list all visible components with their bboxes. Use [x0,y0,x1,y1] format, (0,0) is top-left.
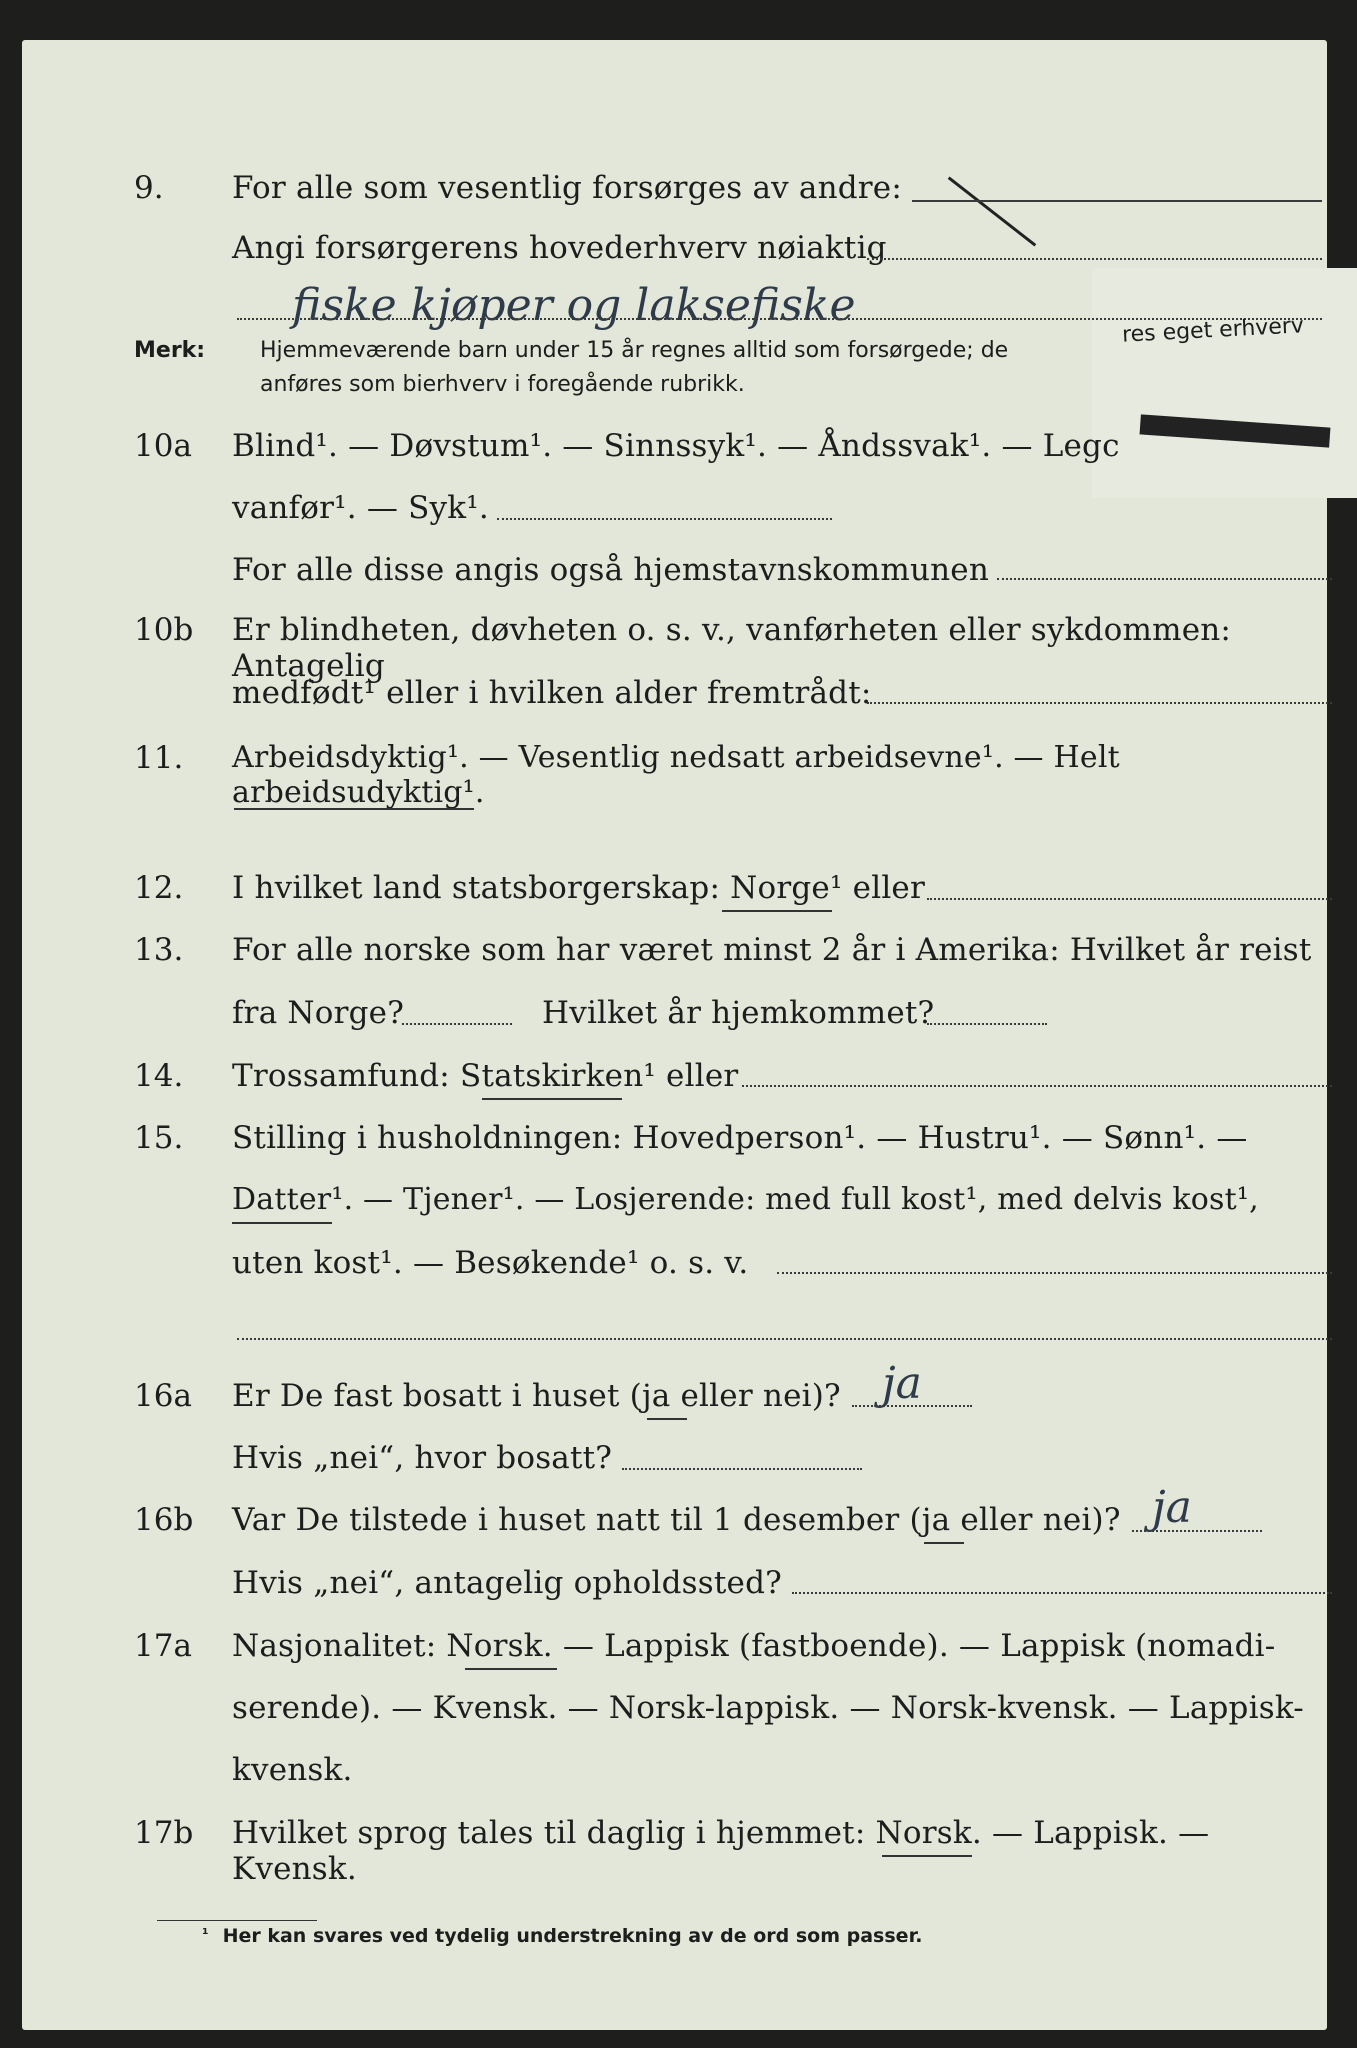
note-line-2: anføres som bierhverv i foregående rubrikk. [260,372,745,397]
question-number-16b: 16b [134,1502,194,1538]
question-11-pen-mark [234,808,474,810]
question-16a-line-1: Er De fast bosatt i huset (ja eller nei)? [232,1378,841,1414]
footnote-rule [157,1920,317,1921]
question-14-text: Trossamfund: Statskirken¹ eller [232,1058,739,1094]
question-10a-line-2: vanfør¹. — Syk¹. [232,490,489,526]
question-15-underline-datter [232,1222,332,1224]
question-17a-line-3: kvensk. [232,1752,353,1788]
question-17a-line-1: Nasjonalitet: Norsk. — Lappisk (fastboende). — Lappisk (nomadi- [232,1628,1276,1664]
question-9-text: For alle som vesentlig forsørges av andre: [232,170,902,206]
question-14-underline-statskirken [482,1098,622,1100]
question-13-fill-2 [927,1023,1047,1025]
question-17b-underline-norsk [882,1855,972,1857]
question-number-17b: 17b [134,1815,194,1851]
question-9-subtext: Angi forsørgerens hovederhverv nøiaktig [232,230,887,266]
torn-edge-mark [948,176,1037,246]
question-16b-fill-2 [792,1592,1332,1594]
question-13-line-2b: Hvilket år hjemkommet? [542,995,935,1031]
question-13-line-1: For alle norske som har været minst 2 år i Amerika: Hvilket år reist [232,932,1312,968]
question-16b-line-1: Var De tilstede i huset natt til 1 desember (ja eller nei)? [232,1502,1121,1538]
question-number-17a: 17a [134,1628,192,1664]
question-16a-fill [852,1405,972,1407]
note-line-1-tail: res eget erhverv [1121,313,1305,348]
question-9-answer-line [237,318,1322,320]
question-10b-fill [867,702,1332,704]
question-number-13: 13. [134,932,184,968]
question-10a-line-1: Blind¹. — Døvstum¹. — Sinnssyk¹. — Åndssvak¹. — Legc [232,428,1120,464]
question-15-line-1: Stilling i husholdningen: Hovedperson¹. — Hustru¹. — Sønn¹. — [232,1120,1248,1156]
footnote [202,1925,922,1947]
question-15-answer-line [237,1338,1332,1340]
question-16a-underline-ja [647,1418,687,1420]
note-line-1: Hjemmeværende barn under 15 år regnes alltid som forsørgede; de [260,338,1009,363]
question-10b-line-2: medfødt¹ eller i hvilken alder fremtrådt: [232,675,872,711]
question-number-14: 14. [134,1058,184,1094]
question-15-fill [777,1272,1332,1274]
torn-paper-area [1092,268,1357,498]
question-17a-underline-norsk [465,1668,557,1670]
question-16a-handwritten-answer: ja [882,1358,922,1409]
footnote-text: Her kan svares ved tydelig understrekning av de ord som passer. [222,1925,923,1947]
question-17a-line-2: serende). — Kvensk. — Norsk-lappisk. — Norsk-kvensk. — Lappisk- [232,1690,1304,1726]
question-10a-fill-2 [997,578,1332,580]
question-12-fill [927,898,1332,900]
question-10b-line-1: Er blindheten, døvheten o. s. v., vanførheten eller sykdommen: Antagelig [232,612,1232,684]
question-14-fill [742,1085,1332,1087]
question-number-15: 15. [134,1120,184,1156]
question-9-handwritten-answer: fiske kjøper og laksefiske [292,280,856,331]
question-9-fill [867,258,1322,260]
footnote-mark: ¹ [202,1925,209,1943]
question-12-text: I hvilket land statsborgerskap: Norge¹ eller [232,870,925,906]
question-number-11: 11. [134,740,184,776]
question-11-text: Arbeidsdyktig¹. — Vesentlig nedsatt arbeidsevne¹. — Helt arbeidsudyktig¹. [232,740,1120,810]
note-label: Merk: [134,338,206,363]
question-16b-underline-ja [924,1542,964,1544]
question-13-line-2a: fra Norge? [232,995,405,1031]
question-15-line-2: Datter¹. — Tjener¹. — Losjerende: med full kost¹, med delvis kost¹, [232,1182,1259,1217]
question-number-12: 12. [134,870,184,906]
question-9-fill-top [912,200,1322,202]
question-16b-fill [1132,1530,1262,1532]
question-17b-text: Hvilket sprog tales til daglig i hjemmet: Norsk. — Lappisk. — Kvensk. [232,1815,1210,1887]
question-number-16a: 16a [134,1378,192,1414]
census-form-page [22,40,1327,2030]
question-10a-line-3: For alle disse angis også hjemstavnskommunen [232,552,989,588]
question-number-9: 9. [134,170,164,206]
question-16a-line-2: Hvis „nei“, hvor bosatt? [232,1440,613,1476]
question-15-line-3: uten kost¹. — Besøkende¹ o. s. v. [232,1245,749,1281]
question-16b-line-2: Hvis „nei“, antagelig opholdssted? [232,1565,782,1601]
question-13-fill-1 [402,1023,512,1025]
question-16a-fill-2 [622,1468,862,1470]
question-10a-fill-1 [497,518,832,520]
question-number-10b: 10b [134,612,194,648]
question-16b-handwritten-answer: ja [1152,1482,1192,1533]
question-12-underline-norge [722,910,832,912]
question-number-10a: 10a [134,428,192,464]
